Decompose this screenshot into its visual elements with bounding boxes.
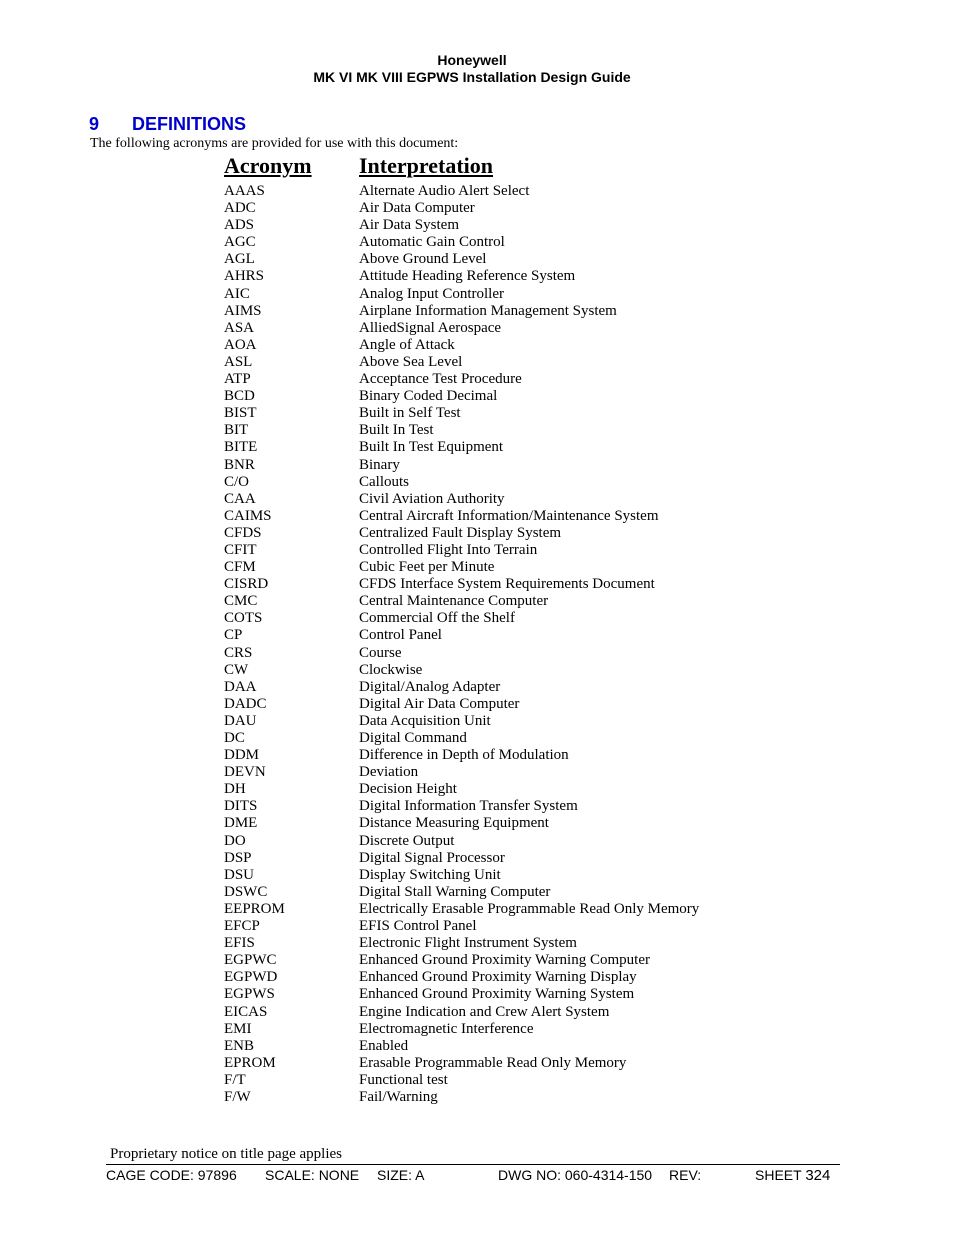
interpretation: Decision Height [359, 781, 457, 798]
acronym: CFM [224, 559, 256, 576]
interpretation: Above Ground Level [359, 251, 487, 268]
table-row [224, 627, 784, 644]
interpretation: Automatic Gain Control [359, 234, 505, 251]
acronym: AGC [224, 234, 256, 251]
interpretation: Angle of Attack [359, 336, 455, 353]
acronym: ADS [224, 217, 255, 234]
page-header [0, 52, 944, 86]
interpretation: Commercial Off the Shelf [359, 610, 515, 627]
interpretation: Display Switching Unit [359, 866, 501, 883]
acronym: CFDS [224, 524, 262, 541]
table-row [224, 286, 784, 303]
table-row [224, 1072, 784, 1089]
interpretation: Binary Coded Decimal [359, 388, 498, 405]
table-row [224, 405, 784, 422]
acronym: DSWC [224, 883, 268, 900]
table-row [224, 952, 784, 969]
section-intro: The following acronyms are provided for use with this document: [90, 136, 459, 151]
table-row [224, 867, 784, 884]
interpretation: Civil Aviation Authority [359, 490, 505, 507]
acronym: EGPWS [224, 986, 275, 1003]
acronym: ENB [224, 1037, 254, 1054]
acronym: DSP [224, 849, 252, 866]
interpretation: Digital Air Data Computer [359, 695, 520, 712]
acronym: DO [224, 832, 246, 849]
acronym: DC [224, 730, 245, 746]
interpretation: Control Panel [359, 627, 442, 644]
acronym: DAA [224, 678, 257, 695]
footer-divider [106, 1164, 840, 1165]
table-row [224, 918, 784, 935]
table-row [224, 337, 784, 354]
acronym: CP [224, 627, 243, 644]
interpretation: Enabled [359, 1037, 409, 1054]
table-row [224, 320, 784, 337]
acronym: EPROM [224, 1054, 276, 1071]
interpretation: Deviation [359, 764, 419, 781]
table-row [224, 508, 784, 525]
table-row [224, 850, 784, 867]
acronym: EICAS [224, 1003, 268, 1020]
table-row [224, 371, 784, 388]
interpretation: Binary [359, 456, 400, 473]
acronym: EGPWC [224, 952, 277, 969]
interpretation: Enhanced Ground Proximity Warning Display [359, 969, 637, 986]
sheet-number: 324 [805, 1167, 831, 1184]
table-row [224, 542, 784, 559]
interpretation: Controlled Flight Into Terrain [359, 541, 538, 558]
scale: SCALE: NONE [265, 1167, 360, 1183]
table-row [224, 815, 784, 832]
table-row [224, 268, 784, 285]
interpretation: Electromagnetic Interference [359, 1020, 534, 1037]
acronym: DITS [224, 798, 258, 815]
interpretation: Clockwise [359, 661, 423, 678]
interpretation-column-header: Interpretation [359, 153, 494, 178]
table-row [224, 183, 784, 200]
acronym: COTS [224, 610, 263, 627]
acronym: DADC [224, 695, 267, 712]
interpretation: Digital Stall Warning Computer [359, 883, 551, 900]
acronym: BCD [224, 388, 255, 405]
acronym: AGL [224, 251, 255, 268]
table-row [224, 935, 784, 952]
acronym: ASA [224, 319, 255, 336]
table-row [224, 439, 784, 456]
acronym: ATP [224, 371, 251, 388]
acronym: BITE [224, 439, 258, 456]
table-row [224, 1089, 784, 1106]
document-title: MK VI MK VIII EGPWS Installation Design Guide [313, 69, 631, 85]
interpretation: Centralized Fault Display System [359, 524, 562, 541]
interpretation: Discrete Output [359, 832, 455, 849]
table-row [224, 747, 784, 764]
interpretation: Electrically Erasable Programmable Read Only Memory [359, 900, 700, 917]
revision: REV: [669, 1167, 702, 1183]
acronym: DEVN [224, 764, 266, 781]
acronym: BIT [224, 422, 249, 439]
acronym: CMC [224, 593, 258, 610]
interpretation: EFIS Control Panel [359, 918, 477, 935]
acronym: EEPROM [224, 900, 285, 917]
acronym: DDM [224, 747, 260, 764]
acronym: F/W [224, 1088, 251, 1105]
interpretation: Digital Information Transfer System [359, 798, 578, 815]
table-row [224, 234, 784, 251]
interpretation: Central Aircraft Information/Maintenance System [359, 507, 659, 524]
cage-code: CAGE CODE: 97896 [106, 1167, 237, 1183]
table-row [224, 559, 784, 576]
interpretation: Enhanced Ground Proximity Warning System [359, 986, 635, 1003]
table-header [224, 153, 493, 179]
acronym: AIC [224, 285, 250, 302]
table-row [224, 354, 784, 371]
acronym: EFCP [224, 918, 260, 935]
table-row [224, 662, 784, 679]
interpretation: Digital Signal Processor [359, 849, 505, 866]
acronym: EFIS [224, 935, 255, 952]
table-row [224, 525, 784, 542]
acronym: AIMS [224, 302, 262, 319]
acronym-column-header: Acronym [224, 153, 312, 178]
acronym: CAA [224, 490, 256, 507]
table-row [224, 730, 784, 747]
table-row [224, 798, 784, 815]
interpretation: Built In Test Equipment [359, 439, 504, 456]
acronym: CISRD [224, 576, 269, 593]
interpretation: Electronic Flight Instrument System [359, 935, 577, 952]
acronym: ADC [224, 200, 256, 217]
acronym: AHRS [224, 268, 265, 285]
interpretation: Engine Indication and Crew Alert System [359, 1003, 610, 1020]
table-row [224, 474, 784, 491]
interpretation: Callouts [359, 473, 410, 490]
table-row [224, 422, 784, 439]
proprietary-notice: Proprietary notice on title page applies [110, 1146, 343, 1162]
interpretation: AlliedSignal Aerospace [359, 319, 502, 336]
interpretation: Digital Command [359, 730, 467, 746]
interpretation: CFDS Interface System Requirements Document [359, 576, 655, 593]
acronym: CW [224, 661, 249, 678]
table-row [224, 969, 784, 986]
section-heading [89, 114, 246, 134]
acronym: C/O [224, 473, 250, 490]
table-row [224, 457, 784, 474]
table-row [224, 200, 784, 217]
interpretation: Digital/Analog Adapter [359, 678, 501, 695]
company-name: Honeywell [437, 52, 507, 68]
interpretation: Attitude Heading Reference System [359, 268, 576, 285]
acronym: DAU [224, 712, 257, 729]
acronym: EMI [224, 1020, 252, 1037]
interpretation: Fail/Warning [359, 1088, 438, 1105]
size: SIZE: A [377, 1167, 425, 1183]
interpretation: Alternate Audio Alert Select [359, 183, 530, 199]
acronym: CAIMS [224, 507, 272, 524]
interpretation: Distance Measuring Equipment [359, 815, 549, 832]
table-row [224, 388, 784, 405]
acronym: AOA [224, 336, 257, 353]
acronym: BIST [224, 405, 257, 422]
table-row [224, 1021, 784, 1038]
acronym: BNR [224, 456, 255, 473]
acronym: AAAS [224, 183, 265, 199]
interpretation: Data Acquisition Unit [359, 712, 491, 729]
table-row [224, 884, 784, 901]
table-row [224, 610, 784, 627]
acronym: DH [224, 781, 246, 798]
interpretation: Enhanced Ground Proximity Warning Computer [359, 952, 650, 969]
interpretation: Difference in Depth of Modulation [359, 747, 569, 764]
acronym: DSU [224, 866, 255, 883]
interpretation: Cubic Feet per Minute [359, 559, 495, 576]
acronym: DME [224, 815, 258, 832]
table-row [224, 1038, 784, 1055]
table-row [224, 576, 784, 593]
table-row [224, 217, 784, 234]
table-row [224, 303, 784, 320]
interpretation: Airplane Information Management System [359, 302, 617, 319]
section-title: DEFINITIONS [132, 114, 247, 134]
sheet [755, 1167, 830, 1184]
sheet-label: SHEET [755, 1167, 802, 1183]
table-row [224, 986, 784, 1003]
acronym: CFIT [224, 541, 257, 558]
table-row [224, 679, 784, 696]
interpretation: Built In Test [359, 422, 434, 439]
interpretation: Central Maintenance Computer [359, 593, 549, 610]
interpretation: Built in Self Test [359, 405, 461, 422]
interpretation: Analog Input Controller [359, 285, 504, 302]
acronym: EGPWD [224, 969, 278, 986]
acronym: CRS [224, 644, 253, 661]
table-row [224, 781, 784, 798]
acronym-table [224, 183, 784, 1106]
table-row [224, 764, 784, 781]
drawing-number: DWG NO: 060-4314-150 [498, 1167, 653, 1183]
table-row [224, 833, 784, 850]
interpretation: Functional test [359, 1071, 448, 1088]
table-row [224, 1055, 784, 1072]
table-row [224, 491, 784, 508]
acronym: ASL [224, 353, 253, 370]
interpretation: Erasable Programmable Read Only Memory [359, 1054, 627, 1071]
table-row [224, 696, 784, 713]
table-row [224, 251, 784, 268]
interpretation: Air Data Computer [359, 200, 475, 217]
table-row [224, 713, 784, 730]
table-row [224, 645, 784, 662]
interpretation: Acceptance Test Procedure [359, 371, 522, 388]
acronym: F/T [224, 1071, 246, 1088]
interpretation: Above Sea Level [359, 353, 463, 370]
table-row [224, 1004, 784, 1021]
table-row [224, 901, 784, 918]
interpretation: Course [359, 644, 402, 661]
table-row [224, 593, 784, 610]
interpretation: Air Data System [359, 217, 459, 234]
section-number: 9 [89, 114, 100, 134]
